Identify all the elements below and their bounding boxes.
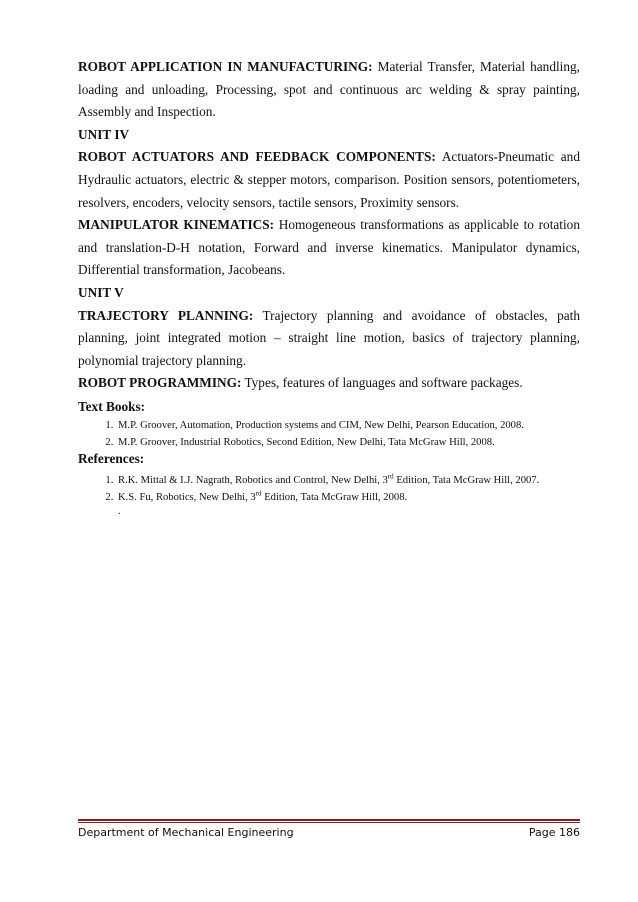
- unit-iv-heading: UNIT IV: [78, 126, 130, 142]
- actuators-paragraph: [78, 146, 580, 214]
- manufacturing-heading: ROBOT APPLICATION IN MANUFACTURING:: [78, 59, 373, 74]
- programming-text: Types, features of languages and software packages.: [241, 375, 523, 391]
- footer-page-number: Page 186: [528, 826, 580, 839]
- page-content: [78, 56, 580, 518]
- list-item: 2. M.P. Groover, Industrial Robotics, Second Edition, New Delhi, Tata McGraw Hill, 2008.: [116, 434, 580, 451]
- actuators-heading: ROBOT ACTUATORS AND FEEDBACK COMPONENTS:: [78, 149, 436, 165]
- kinematics-heading: MANIPULATOR KINEMATICS:: [78, 217, 275, 233]
- references-list: [78, 472, 580, 506]
- page-footer: [78, 826, 580, 839]
- trajectory-paragraph: [78, 305, 580, 373]
- textbooks-heading: Text Books:: [78, 398, 146, 414]
- programming-paragraph: [78, 372, 580, 395]
- programming-heading: ROBOT PROGRAMMING:: [78, 375, 242, 391]
- kinematics-paragraph: [78, 214, 580, 282]
- manufacturing-paragraph: [78, 56, 580, 124]
- footer-department: Department of Mechanical Engineering: [78, 826, 294, 839]
- unit-v-heading: UNIT V: [78, 284, 124, 300]
- manufacturing-text: Material Transfer, Material handling, loading and unloading, Processing, spot and continuous arc welding & spray painting, Assembly and Inspection.: [78, 59, 580, 120]
- footer-rule: [78, 819, 580, 821]
- list-item: 2. K.S. Fu, Robotics, New Delhi, 3rd Edition, Tata McGraw Hill, 2008.: [116, 489, 580, 506]
- actuators-text: Actuators-Pneumatic and Hydraulic actuators, electric & stepper motors, comparison. Position sensors, potentiometers, resolvers, encoders, velocity sensors, tactile sensors, Proximity sensors.: [78, 149, 580, 210]
- trajectory-heading: TRAJECTORY PLANNING:: [78, 307, 254, 323]
- textbooks-list: [78, 417, 580, 451]
- trailing-dot: .: [118, 505, 121, 517]
- list-item: 1. M.P. Groover, Automation, Production systems and CIM, New Delhi, Pearson Education, 2008.: [116, 417, 580, 434]
- kinematics-text: Homogeneous transformations as applicable to rotation and translation-D-H notation, Forward and inverse kinematics. Manipulator dynamics, Differential transformation, Jacobeans.: [78, 217, 580, 278]
- list-item: 1. R.K. Mittal & I.J. Nagrath, Robotics and Control, New Delhi, 3rd Edition, Tata McGraw Hill, 2007.: [116, 472, 580, 489]
- references-heading: References:: [78, 450, 145, 466]
- trajectory-text: Trajectory planning and avoidance of obstacles, path planning, joint integrated motion – straight line motion, basics of trajectory planning, polynomial trajectory planning.: [78, 307, 580, 368]
- footer-rule-thin: [78, 822, 580, 823]
